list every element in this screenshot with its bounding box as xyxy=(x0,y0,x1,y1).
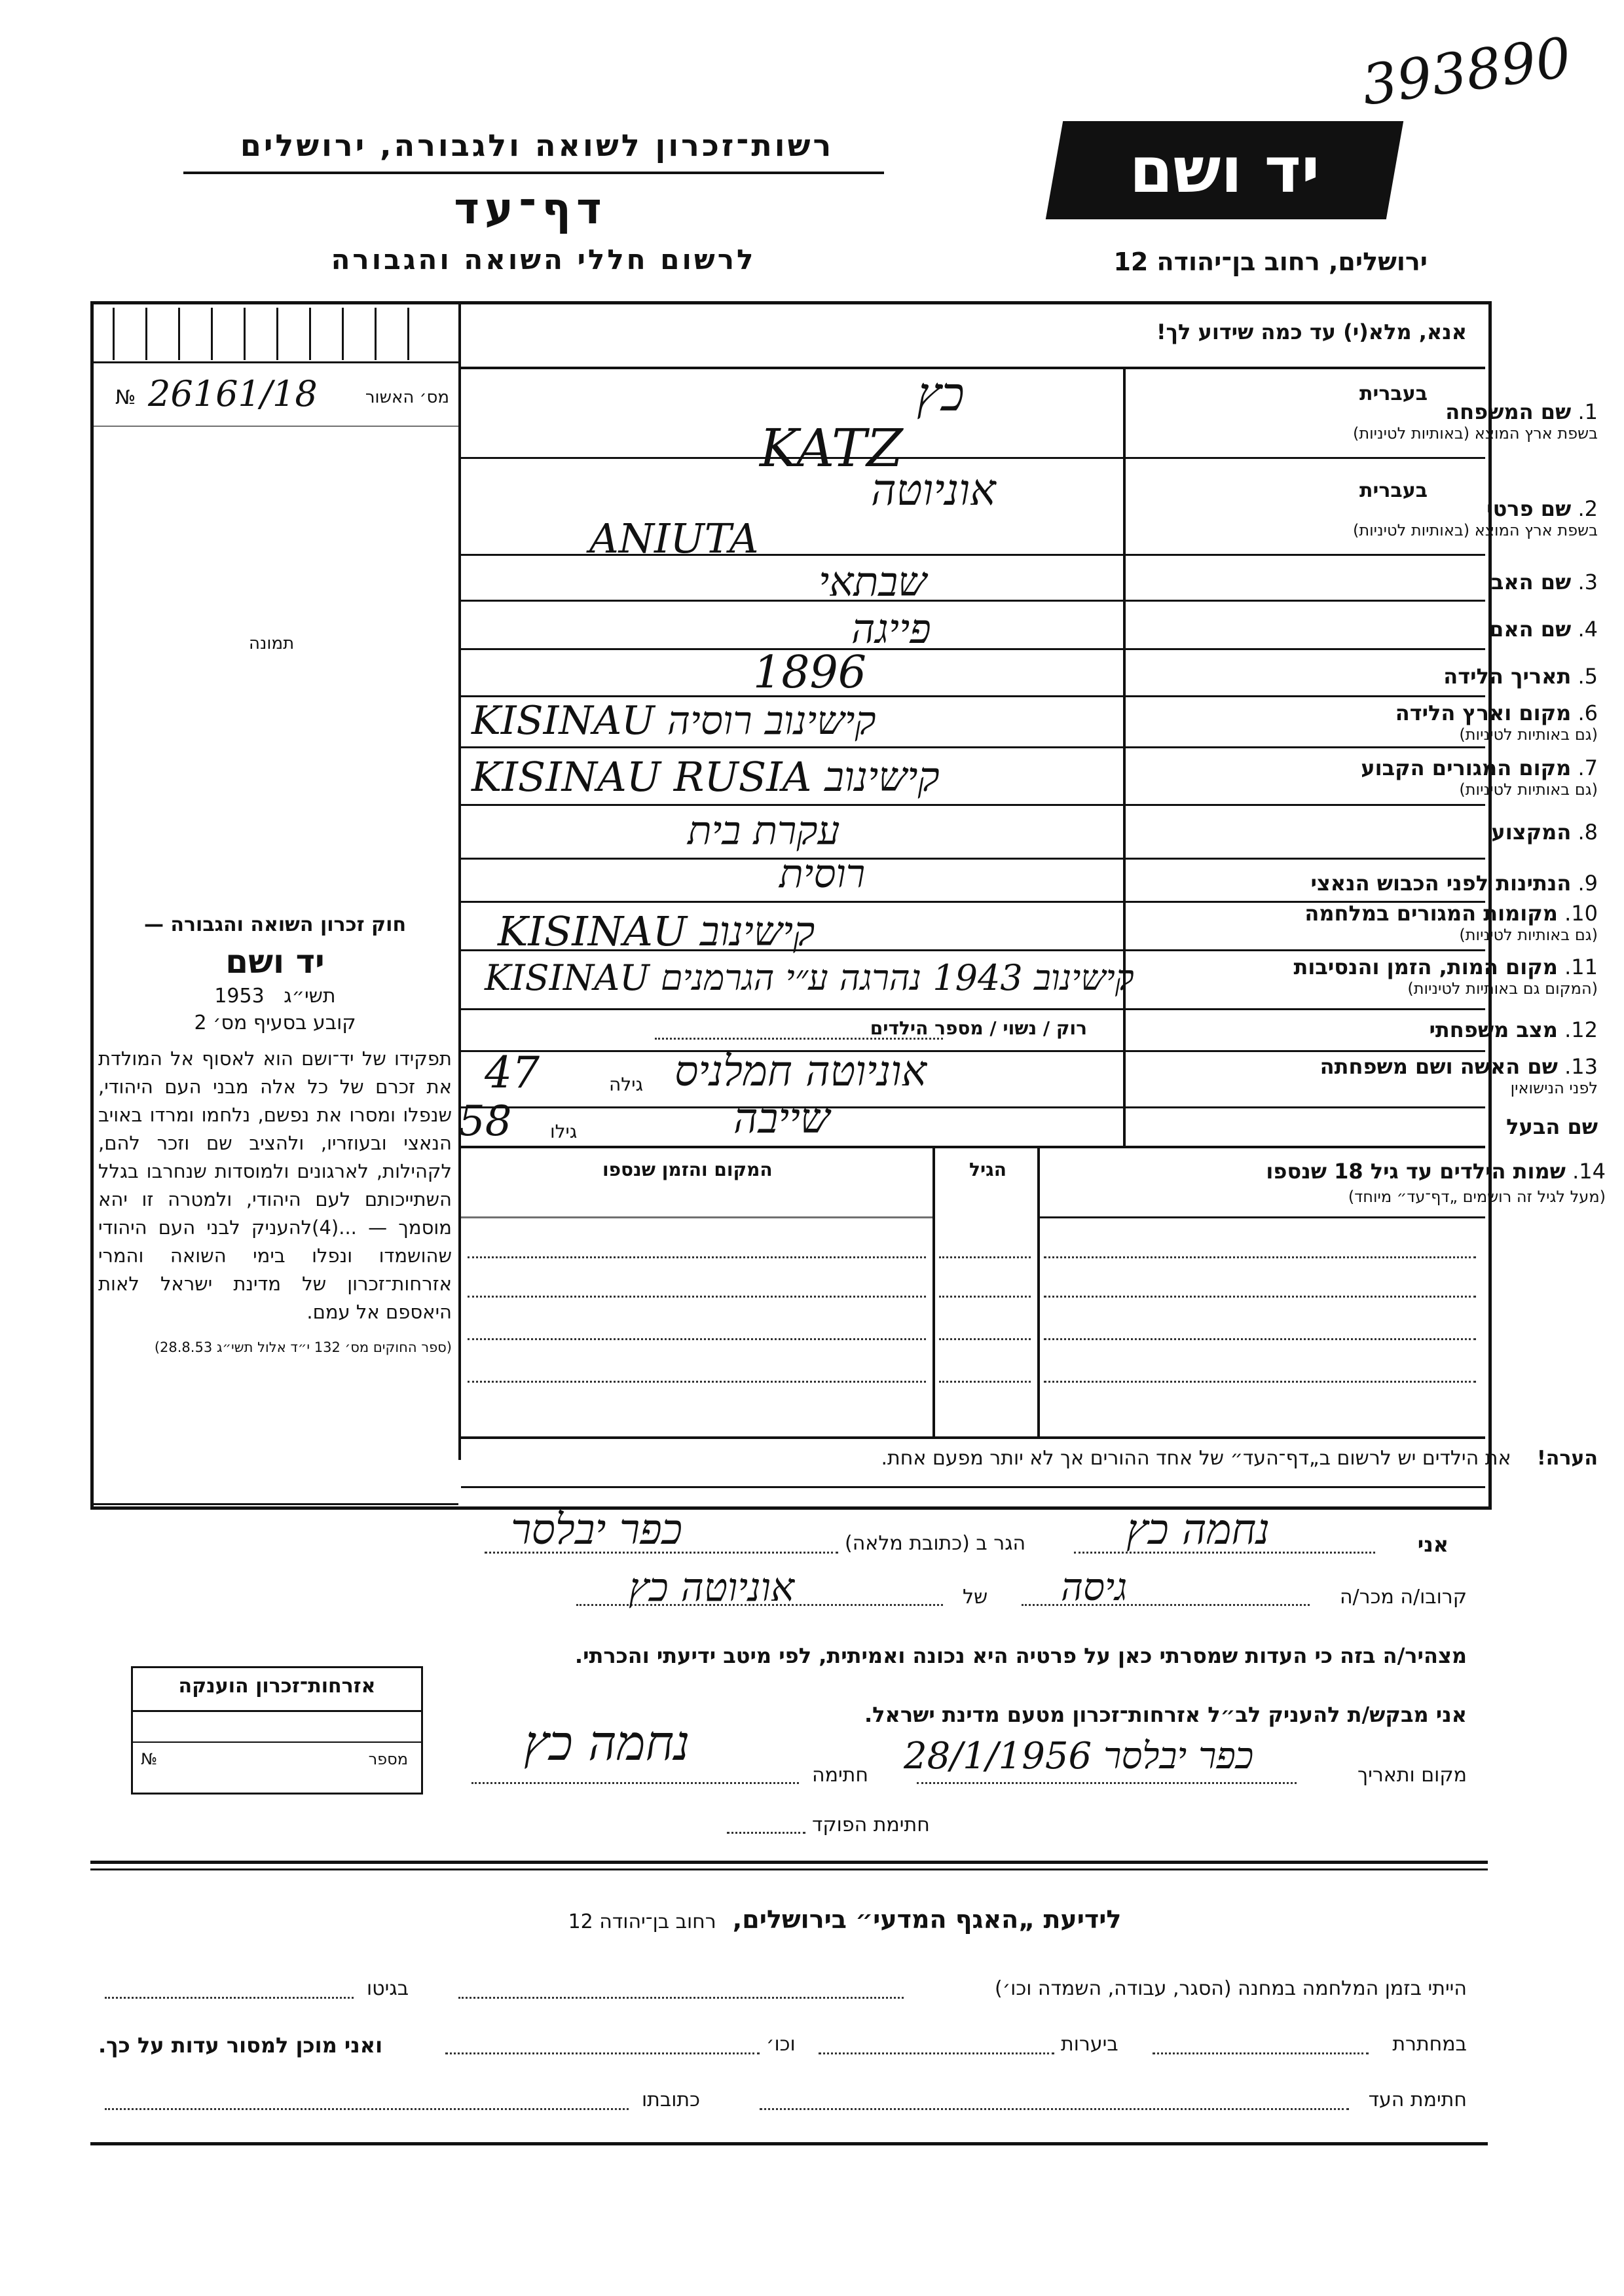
field-rule-11 xyxy=(461,1008,1485,1010)
field-rule-8 xyxy=(461,858,1485,860)
footer-line3-fill-1 xyxy=(760,2108,1349,2110)
field-spouse-age-label: גילה xyxy=(609,1074,644,1095)
request-text: אני מבקש/ת להעניק לב״ל אזרחות־זכרון מטעם מדינת ישראל. xyxy=(864,1702,1467,1727)
field-firstname-hebrew-value: אוניוטה xyxy=(871,465,996,515)
footer-line2-b: ביערות xyxy=(1061,2033,1118,2056)
field-surname-tag: בעברית xyxy=(1359,382,1428,405)
photo-top-rule xyxy=(93,426,458,427)
field-marital-label: 12. מצב משפחתי xyxy=(1429,1017,1598,1042)
field-occupation-value: עקרת בית xyxy=(688,808,840,854)
archive-number: 393890 xyxy=(1358,25,1576,118)
citizenship-title: אזרחות־זכרון הוענקה xyxy=(178,1675,376,1698)
field-rule-3 xyxy=(461,600,1485,602)
cert-label: מס׳ האשור xyxy=(365,388,449,407)
certificate-number-row xyxy=(115,373,456,419)
instruction-text: אנא, מלא(י) עד כמה שידוע לך! xyxy=(1156,319,1467,344)
instruction-rule xyxy=(458,367,1485,369)
logo-text: יד ושם xyxy=(1129,134,1320,207)
field-wartime-residence-label: 10. מקומות המגורים במלחמה (גם באותיות לטיניות) xyxy=(1304,901,1598,944)
field-rule-1 xyxy=(461,457,1485,459)
remark-label: הערה! xyxy=(1537,1447,1598,1470)
footer-line1-b: בגיטו xyxy=(367,1977,409,2000)
field-birthdate-label: 5. תאריך הלידה xyxy=(1443,664,1598,689)
footer-line3-fill-2 xyxy=(105,2108,629,2110)
field-rule-5 xyxy=(461,695,1485,697)
field-wartime-residence-value: KISINAU קישינוב xyxy=(498,907,815,955)
yad-vashem-logo xyxy=(1046,121,1403,219)
field-husband-age-label: גילו xyxy=(550,1121,578,1142)
field-father-label: 3. שם האב xyxy=(1490,570,1598,594)
of-name: אוניוטה כץ xyxy=(629,1565,795,1611)
authority-title: רשות־זכרון לשואה ולגבורה, ירושלים xyxy=(240,128,834,163)
footer-line3-b: כתובתו xyxy=(642,2088,700,2111)
citizenship-box xyxy=(131,1666,423,1795)
field-rule-6 xyxy=(461,746,1485,748)
declaration-text: מצהיר/ה בזה כי העדות שמסרתי כאן על פרטיה היא נכונה ואמיתית, לפי מיטב ידיעתי והכרתי. xyxy=(574,1643,1467,1668)
footer-bottom-rule xyxy=(90,2142,1488,2145)
remark-top-rule xyxy=(461,1436,1485,1439)
field-husband-label: שם הבעל xyxy=(1506,1114,1598,1139)
field-birthplace-label: 6. מקום וארץ הלידה (גם באותיות לטיניות) xyxy=(1395,701,1598,744)
form-title: דף־עד xyxy=(454,183,607,234)
law-year-number: 1953 xyxy=(214,985,265,1008)
field-mother-label: 4. שם האם xyxy=(1489,617,1598,642)
footer-line2-c: וכו׳ xyxy=(766,2033,796,2056)
declarant-i-label: אני xyxy=(1417,1532,1449,1557)
signature-value: נחמה כץ xyxy=(524,1715,690,1772)
ticks-strip xyxy=(93,308,457,360)
place-date-line xyxy=(917,1782,1297,1784)
field-death-label: 11. מקום המות, הזמן והנסיבות (המקום גם באותיות לטיניות) xyxy=(1293,955,1598,998)
field-husband-value: שייבה xyxy=(733,1095,830,1143)
official-line xyxy=(727,1832,805,1834)
remark-bottom-rule xyxy=(461,1486,1485,1488)
place-date-label: מקום ותאריך xyxy=(1357,1764,1467,1787)
field-father-value: שבתאי xyxy=(819,558,927,606)
field-birthplace-value: KISINAU קישינוב רוסיה xyxy=(471,698,876,744)
citizenship-no-prefix: № xyxy=(141,1750,157,1768)
field-mother-value: פייגה xyxy=(851,605,931,653)
law-year xyxy=(98,985,452,1008)
official-label: חתימת הפוקד xyxy=(812,1813,930,1836)
footer-line2-fill-3 xyxy=(445,2052,760,2054)
field-spouse-age: 47 xyxy=(485,1048,540,1098)
field-birthdate-value: 1896 xyxy=(753,647,867,699)
declarant-name: נחמה כץ xyxy=(1126,1506,1270,1554)
footer-line1-fill-2 xyxy=(105,1997,354,1999)
field-husband-age: 58 xyxy=(458,1097,512,1146)
field-firstname-latin-value: ANIUTA xyxy=(589,515,759,562)
footer-line2-fill-2 xyxy=(819,2052,1054,2054)
field-surname-latin-value: KATZ xyxy=(760,418,903,479)
field-firstname-label: 2. שם פרטי בשפת ארץ המוצא (באותיות לטיניות) xyxy=(1353,496,1598,539)
footer-address: רחוב בן־יהודה 12 xyxy=(568,1910,716,1933)
photo-label: תמונה xyxy=(249,634,295,653)
children-col-age: הגיל xyxy=(969,1159,1006,1180)
field-firstname-tag: בעברית xyxy=(1359,479,1428,502)
children-col-place: המקום והזמן שנספו xyxy=(602,1159,773,1180)
signature-line xyxy=(471,1782,799,1784)
footer-line2-a: במחתרת xyxy=(1392,2033,1467,2056)
footer-separator-2 xyxy=(90,1868,1488,1870)
field-occupation-label: 8. המקצוע xyxy=(1491,820,1598,845)
footer-line3-a: חתימת העד xyxy=(1368,2088,1467,2111)
relation-label: קרובו/ה מכר/ה xyxy=(1339,1586,1467,1609)
footer-title-row xyxy=(485,1905,1205,1934)
place-date-value: כפר יבלסר 28/1/1956 xyxy=(904,1735,1254,1777)
children-title: 14. שמות הילדים עד גיל 18 שנספו (מעל לגיל זה רושמים „דף־עד״ מיוחד) xyxy=(1266,1159,1606,1206)
footer-title: לידיעת „האגף המדעי״ בירושלים, xyxy=(732,1905,1122,1934)
law-title: חוק זכרון השואה והגבורה — xyxy=(143,913,407,936)
law-reference: (ספר החוקים מס׳ 132 י״ד אלול תשי״ג 28.8.53) xyxy=(154,1339,452,1355)
law-year-hebrew: תשי״ג xyxy=(284,985,336,1008)
field-nationality-label: 9. הנתינות לפני הכבוש הנאצי xyxy=(1310,871,1598,896)
remark-text: את הילדים יש לרשום ב„דף־העד״ של אחד ההורים אך לא יותר מפעם אחת. xyxy=(881,1447,1511,1470)
law-clause: קובע בסעיף מס׳ 2 xyxy=(194,1011,356,1034)
field-death-value: KISINAU קישינוב 1943 נהרגה ע״י הגרמנים xyxy=(485,957,1134,998)
cert-prefix: № xyxy=(115,386,136,409)
declarant-resides-label: הגר ב (כתובת מלאה) xyxy=(845,1532,1026,1555)
remark-row xyxy=(881,1447,1598,1470)
header-rule xyxy=(183,172,884,174)
of-label: של xyxy=(963,1586,988,1609)
field-surname-label: 1. שם המשפחה בשפת ארץ המוצא (באותיות לטיניות) xyxy=(1353,399,1598,443)
field-rule-12 xyxy=(461,1050,1485,1052)
header-address: ירושלים, רחוב בן־יהודה 12 xyxy=(1113,247,1428,276)
form-subtitle: לרשום חללי השואה והגבורה xyxy=(331,244,756,276)
ticks-rule xyxy=(93,361,458,363)
footer-line1-a: הייתי בזמן המלחמה במחנה (הסגר, עבודה, השמדה וכו׳) xyxy=(994,1977,1467,2000)
left-bottom-rule xyxy=(93,1503,458,1505)
cert-number: 26161/18 xyxy=(148,373,318,414)
footer-line1-fill xyxy=(458,1997,904,1999)
law-block xyxy=(98,913,452,1355)
field-spouse-label: 13. שם האשה ושם משפחתה לפני הנישואין xyxy=(1320,1054,1598,1097)
label-column-divider xyxy=(1123,367,1126,1146)
footer-line2-fill-1 xyxy=(1153,2052,1369,2054)
footer-separator-1 xyxy=(90,1861,1488,1864)
law-name: יד ושם xyxy=(225,943,325,981)
footer-line2-d: ואני מוכן למסור עדות על כך. xyxy=(98,2033,383,2058)
field-residence-value: KISINAU RUSIA קישינוב xyxy=(471,753,940,801)
field-rule-13 xyxy=(461,1106,1485,1108)
relation-value: גיסה xyxy=(1061,1565,1128,1609)
law-text: תפקידו של יד־ושם הוא לאסוף אל המולדת את זכרם של כל אלה מבני העם היהודי, שנפלו ומסרו את נפשם, נלחמו ומרדו באויב הנאצי ובעוזריו, ולהציב שם וזכר להם, לקהילות, לארגונים ולמוסדות שנחרבו בגלל השתייכותם לעם היהודי, ולמטרה זו יהא מוסמך — ...(4)להעניק לבני העם היהודי שהושמדו ונפלו בימי השואה והמרי אזרחות־זכרון של מדינת ישראל לאות היאספם אל עמם. xyxy=(98,1048,452,1323)
field-rule-7 xyxy=(461,804,1485,806)
field-marital-dots xyxy=(655,1038,943,1040)
field-rule-4 xyxy=(461,648,1485,650)
citizenship-no-label: מספר xyxy=(368,1750,408,1768)
field-spouse-value: אוניוטה חמלניס xyxy=(674,1048,927,1096)
signature-label: חתימה xyxy=(812,1764,869,1787)
field-nationality-value: רוסית xyxy=(779,851,866,897)
field-residence-label: 7. מקום המגורים הקבוע (גם באותיות לטיניות) xyxy=(1361,756,1598,799)
field-marital-options: רוק / נשוי / מספר הילדים xyxy=(870,1017,1087,1039)
declarant-address: כפר יבלסר xyxy=(511,1506,682,1554)
field-surname-hebrew-value: כץ xyxy=(917,367,965,422)
